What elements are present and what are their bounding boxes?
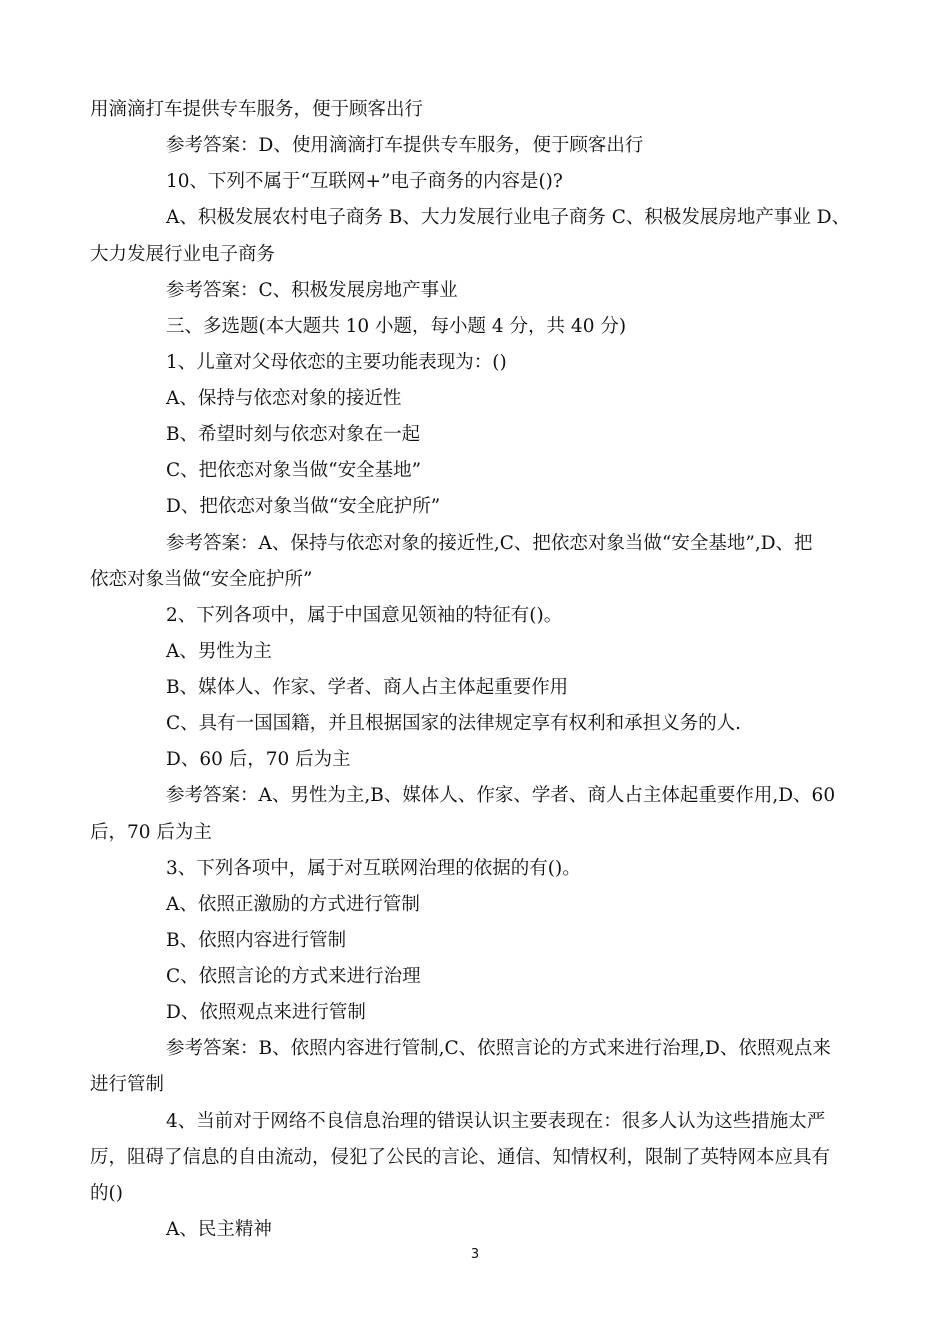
option-line: D、60 后，70 后为主 xyxy=(166,749,351,770)
answer-line: 参考答案：D、使用滴滴打车提供专车服务，便于顾客出行 xyxy=(166,135,644,156)
option-line: A、依照正激励的方式进行管制 xyxy=(166,894,420,915)
option-line: A、积极发展农村电子商务 B、大力发展行业电子商务 C、积极发展房地产事业 D、 xyxy=(166,207,851,228)
option-line: B、媒体人、作家、学者、商人占主体起重要作用 xyxy=(166,677,569,698)
page-number: 3 xyxy=(470,1247,480,1262)
text-line: 厉，阻碍了信息的自由流动，侵犯了公民的言论、通信、知情权利，限制了英特网本应具有 xyxy=(90,1147,831,1168)
option-line: C、依照言论的方式来进行治理 xyxy=(166,966,421,987)
option-line: A、民主精神 xyxy=(166,1219,272,1240)
answer-line: 参考答案：C、积极发展房地产事业 xyxy=(166,280,458,301)
option-line: D、依照观点来进行管制 xyxy=(166,1002,366,1023)
option-line: A、保持与依恋对象的接近性 xyxy=(166,388,402,409)
question-line: 10、下列不属于“互联网+”电子商务的内容是()? xyxy=(166,171,563,192)
option-line: B、依照内容进行管制 xyxy=(166,930,347,951)
text-line: 进行管制 xyxy=(90,1074,165,1095)
option-line: A、男性为主 xyxy=(166,641,272,662)
option-line: B、希望时刻与依恋对象在一起 xyxy=(166,424,421,445)
question-line: 4、当前对于网络不良信息治理的错误认识主要表现在：很多人认为这些措施太严 xyxy=(166,1111,826,1132)
option-line: C、把依恋对象当做“安全基地” xyxy=(166,460,422,481)
text-line: 依恋对象当做“安全庇护所” xyxy=(90,569,313,590)
answer-line: 参考答案：A、保持与依恋对象的接近性,C、把依恋对象当做“安全基地”,D、把 xyxy=(166,533,813,554)
option-line: D、把依恋对象当做“安全庇护所” xyxy=(166,496,441,517)
answer-line: 参考答案：B、依照内容进行管制,C、依照言论的方式来进行治理,D、依照观点来 xyxy=(166,1038,831,1059)
question-line: 2、下列各项中，属于中国意见领袖的特征有()。 xyxy=(166,605,563,626)
question-line: 1、儿童对父母依恋的主要功能表现为：() xyxy=(166,352,507,373)
text-line: 用滴滴打车提供专车服务，便于顾客出行 xyxy=(90,99,424,120)
answer-line: 参考答案：A、男性为主,B、媒体人、作家、学者、商人占主体起重要作用,D、60 xyxy=(166,785,836,806)
question-line: 3、下列各项中，属于对互联网治理的依据的有()。 xyxy=(166,858,581,879)
section-heading: 三、多选题(本大题共 10 小题，每小题 4 分，共 40 分) xyxy=(166,316,627,337)
text-line: 的() xyxy=(90,1183,123,1204)
text-line: 后，70 后为主 xyxy=(90,822,212,843)
option-line: C、具有一国国籍，并且根据国家的法律规定享有权利和承担义务的人. xyxy=(166,713,742,734)
text-line: 大力发展行业电子商务 xyxy=(90,244,276,265)
